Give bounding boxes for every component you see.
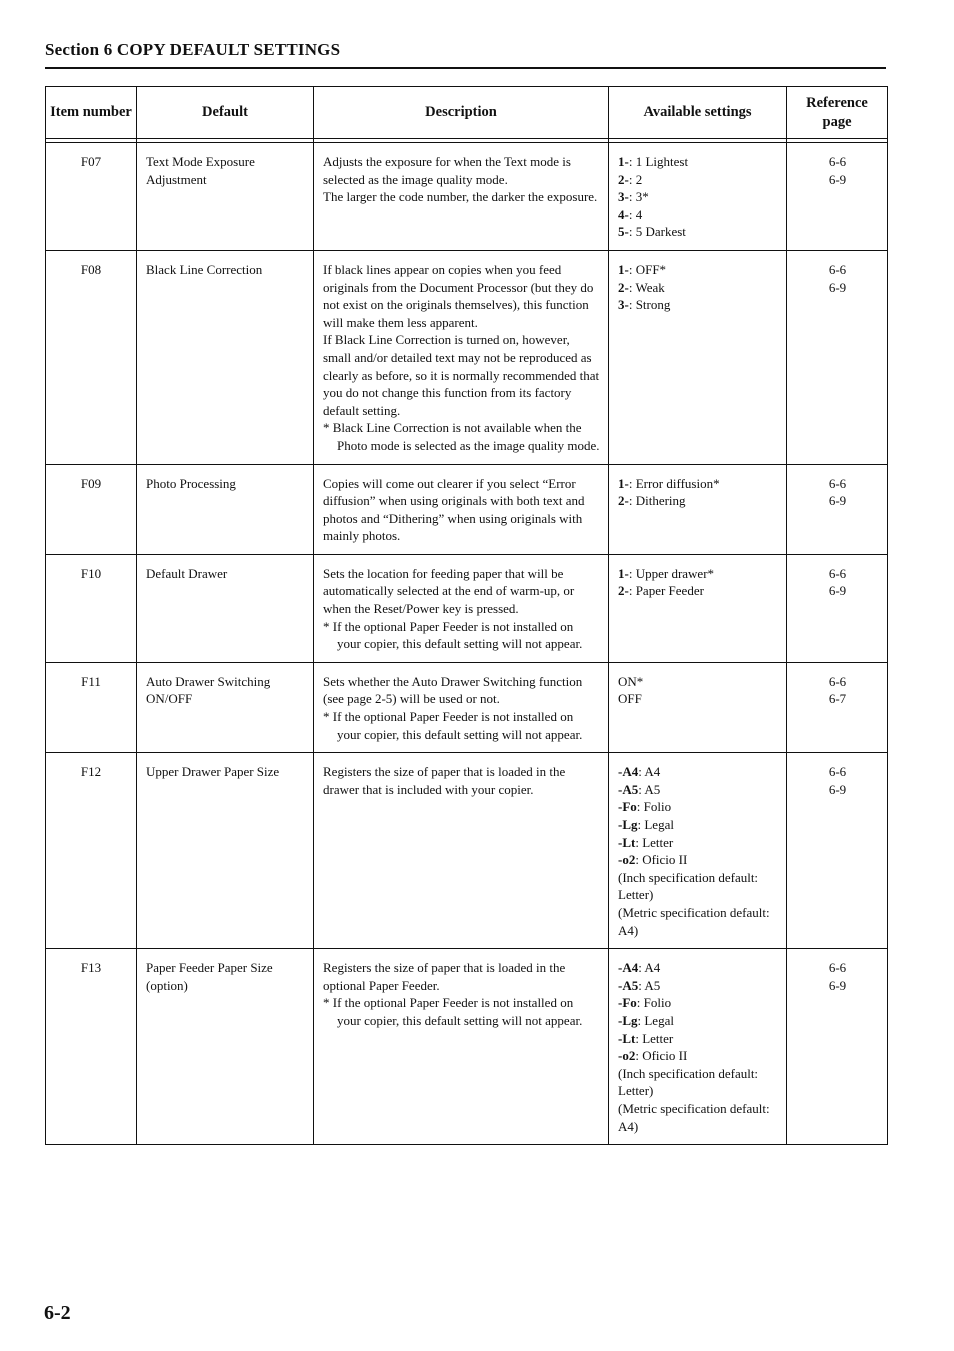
setting-option [618, 763, 778, 781]
setting-code: 1- [618, 154, 629, 169]
description-note: * Black Line Correction is not available when the Photo mode is selected as the image quality mode. [323, 420, 600, 453]
available-settings-cell [609, 949, 787, 1145]
setting-option [618, 781, 778, 799]
setting-text: OFF [618, 691, 642, 707]
item-number: F07 [46, 143, 137, 251]
setting-option [618, 673, 778, 691]
default-name: Paper Feeder Paper Size (option) [137, 949, 314, 1145]
table-row [46, 143, 888, 251]
setting-code: -A4 [618, 764, 639, 780]
description-note: * If the optional Paper Feeder is not installed on your copier, this default setting will not appear. [323, 709, 583, 742]
setting-text: : 1 Lightest [628, 154, 689, 169]
setting-option [618, 904, 778, 939]
setting-code: 1- [618, 261, 629, 277]
setting-option [618, 851, 778, 869]
setting-option [618, 492, 778, 510]
setting-text: : Folio [636, 995, 672, 1011]
item-number: F10 [46, 554, 137, 662]
setting-option [618, 582, 778, 600]
setting-text: : A4 [638, 764, 661, 780]
reference-page: 6-9 [828, 171, 847, 187]
setting-text: : 2 [628, 171, 643, 187]
reference-page: 6-6 [828, 764, 847, 780]
setting-option [618, 798, 778, 816]
table-row [46, 753, 888, 949]
setting-text: : Error diffusion* [628, 475, 720, 491]
setting-code: 3- [618, 297, 629, 313]
setting-option [618, 279, 778, 297]
available-settings-cell [609, 554, 787, 662]
setting-code: -o2 [618, 1048, 636, 1064]
available-settings-cell [609, 143, 787, 251]
setting-text: : OFF* [628, 261, 667, 277]
column-header-reference-page: Reference page [787, 87, 888, 139]
reference-page: 6-9 [828, 781, 847, 797]
description-cell [314, 949, 609, 1145]
reference-page: 6-6 [828, 475, 847, 491]
setting-code: -Lt [618, 834, 636, 850]
setting-code: -Lg [618, 1012, 638, 1028]
default-name: Default Drawer [137, 554, 314, 662]
description-paragraph: If black lines appear on copies when you feed originals from the Document Processor (but they do not exist on the originals themselves), this function will make them less apparent. [323, 261, 594, 330]
reference-page: 6-7 [828, 691, 847, 707]
item-number: F09 [46, 464, 137, 554]
setting-option [618, 869, 778, 904]
reference-page-cell [787, 753, 888, 949]
setting-code: -Fo [618, 799, 637, 815]
setting-option [618, 261, 778, 279]
available-settings-cell [609, 662, 787, 752]
table-row [46, 662, 888, 752]
column-header-available-settings: Available settings [609, 87, 787, 139]
setting-text: : A5 [638, 781, 661, 797]
setting-code: 1- [618, 565, 629, 581]
setting-option [618, 834, 778, 852]
setting-option [618, 475, 778, 493]
column-header-item-number: Item number [46, 87, 137, 139]
setting-option [618, 296, 778, 314]
setting-text: : 3* [628, 189, 649, 205]
setting-code: -Fo [618, 995, 637, 1011]
setting-option [618, 816, 778, 834]
available-settings-cell [609, 250, 787, 464]
setting-option [618, 690, 778, 708]
item-number: F11 [46, 662, 137, 752]
available-settings-cell [609, 464, 787, 554]
description-paragraph: Registers the size of paper that is loaded in the optional Paper Feeder. [323, 960, 566, 993]
item-number: F08 [46, 250, 137, 464]
reference-page-cell [787, 143, 888, 251]
item-number: F13 [46, 949, 137, 1145]
setting-option [618, 1065, 778, 1100]
setting-code: 4- [618, 206, 629, 222]
setting-code: 3- [618, 189, 629, 205]
setting-option [618, 153, 778, 171]
table-row [46, 250, 888, 464]
reference-page: 6-6 [828, 673, 847, 689]
description-cell [314, 464, 609, 554]
setting-text: (Inch specification default: Letter) [618, 1065, 759, 1099]
default-name: Upper Drawer Paper Size [137, 753, 314, 949]
description-cell [314, 554, 609, 662]
setting-text: (Metric specification default: A4) [618, 904, 770, 938]
setting-code: 2- [618, 171, 629, 187]
reference-page: 6-9 [828, 493, 847, 509]
setting-code: -A5 [618, 781, 639, 797]
description-cell [314, 753, 609, 949]
copy-default-settings-table [45, 86, 888, 1145]
description-paragraph: Sets whether the Auto Drawer Switching function (see page 2-5) will be used or not. [323, 673, 583, 707]
description-cell [314, 662, 609, 752]
default-name: Photo Processing [137, 464, 314, 554]
setting-code: -o2 [618, 852, 636, 868]
item-number: F12 [46, 753, 137, 949]
setting-text: : Oficio II [635, 1048, 688, 1064]
setting-code: -A5 [618, 977, 639, 993]
setting-text: : Legal [637, 817, 674, 832]
setting-option [618, 977, 778, 995]
description-cell [314, 143, 609, 251]
description-paragraph: If Black Line Correction is turned on, however, small and/or detailed text may not be reproduced as clearly as before, so it is normally recommended that you do not change this function from its factory default setting. [323, 332, 600, 418]
setting-text: : Folio [636, 799, 672, 815]
setting-code: 2- [618, 279, 629, 295]
description-note: * If the optional Paper Feeder is not installed on your copier, this default setting will not appear. [323, 618, 583, 652]
reference-page: 6-9 [828, 583, 847, 599]
column-header-default: Default [137, 87, 314, 139]
reference-page-cell [787, 554, 888, 662]
setting-code: -Lt [618, 1030, 636, 1046]
setting-text: : Dithering [628, 493, 686, 509]
description-note: * If the optional Paper Feeder is not installed on your copier, this default setting will not appear. [323, 995, 583, 1028]
setting-text: : A4 [638, 960, 661, 976]
default-name: Black Line Correction [137, 250, 314, 464]
setting-text: : Upper drawer* [628, 565, 715, 581]
setting-option [618, 565, 778, 583]
setting-text: ON* [618, 673, 644, 689]
header-rule [45, 67, 886, 69]
description-cell [314, 250, 609, 464]
reference-page: 6-6 [828, 261, 847, 277]
setting-code: 5- [618, 224, 629, 240]
setting-option [618, 1012, 778, 1030]
setting-code: -A4 [618, 960, 639, 976]
setting-text: : Letter [635, 834, 674, 850]
table-header-row [46, 87, 888, 139]
reference-page-cell [787, 250, 888, 464]
reference-page-cell [787, 662, 888, 752]
setting-text: : Letter [635, 1030, 674, 1046]
setting-option [618, 188, 778, 206]
default-name: Text Mode Exposure Adjustment [137, 143, 314, 251]
reference-page-cell [787, 464, 888, 554]
setting-text: : Paper Feeder [628, 583, 704, 599]
setting-code: 1- [618, 475, 629, 491]
setting-option [618, 1100, 778, 1135]
setting-option [618, 206, 778, 224]
reference-page: 6-6 [828, 960, 847, 976]
setting-text: : Strong [628, 297, 671, 313]
setting-text: : 5 Darkest [628, 224, 686, 240]
table-row [46, 464, 888, 554]
description-paragraph: Copies will come out clearer if you select “Error diffusion” when using originals with both text and photos and “Dithering” when using originals with mainly photos. [323, 475, 585, 544]
section-title: Section 6 COPY DEFAULT SETTINGS [45, 40, 341, 59]
setting-option [618, 223, 778, 241]
description-paragraph: Registers the size of paper that is loaded in the drawer that is included with your copier. [323, 764, 566, 797]
setting-option [618, 959, 778, 977]
table-body [46, 143, 888, 1145]
setting-code: -Lg [618, 817, 638, 832]
setting-text: : 4 [628, 206, 643, 222]
column-header-description: Description [314, 87, 609, 139]
description-paragraph: The larger the code number, the darker the exposure. [323, 189, 598, 205]
setting-text: : Oficio II [635, 852, 688, 868]
table-row [46, 554, 888, 662]
setting-code: 2- [618, 493, 629, 509]
description-paragraph: Adjusts the exposure for when the Text mode is selected as the image quality mode. [323, 154, 571, 187]
setting-text: : A5 [638, 977, 661, 993]
setting-option [618, 994, 778, 1012]
description-paragraph: Sets the location for feeding paper that will be automatically selected at the end of warm-up, or when the Reset/Power key is pressed. [323, 565, 575, 617]
reference-page: 6-9 [828, 279, 847, 295]
setting-text: (Inch specification default: Letter) [618, 869, 759, 903]
reference-page: 6-6 [828, 565, 847, 581]
available-settings-cell [609, 753, 787, 949]
default-name: Auto Drawer Switching ON/OFF [137, 662, 314, 752]
reference-page: 6-6 [828, 154, 847, 169]
setting-code: 2- [618, 583, 629, 599]
reference-page: 6-9 [828, 977, 847, 993]
table-row [46, 949, 888, 1145]
setting-option [618, 1030, 778, 1048]
reference-page-cell [787, 949, 888, 1145]
setting-option [618, 1047, 778, 1065]
setting-text: : Weak [628, 279, 665, 295]
setting-option [618, 171, 778, 189]
setting-text: : Legal [637, 1012, 674, 1028]
setting-text: (Metric specification default: A4) [618, 1100, 770, 1134]
page-number: 6-2 [44, 1302, 71, 1324]
